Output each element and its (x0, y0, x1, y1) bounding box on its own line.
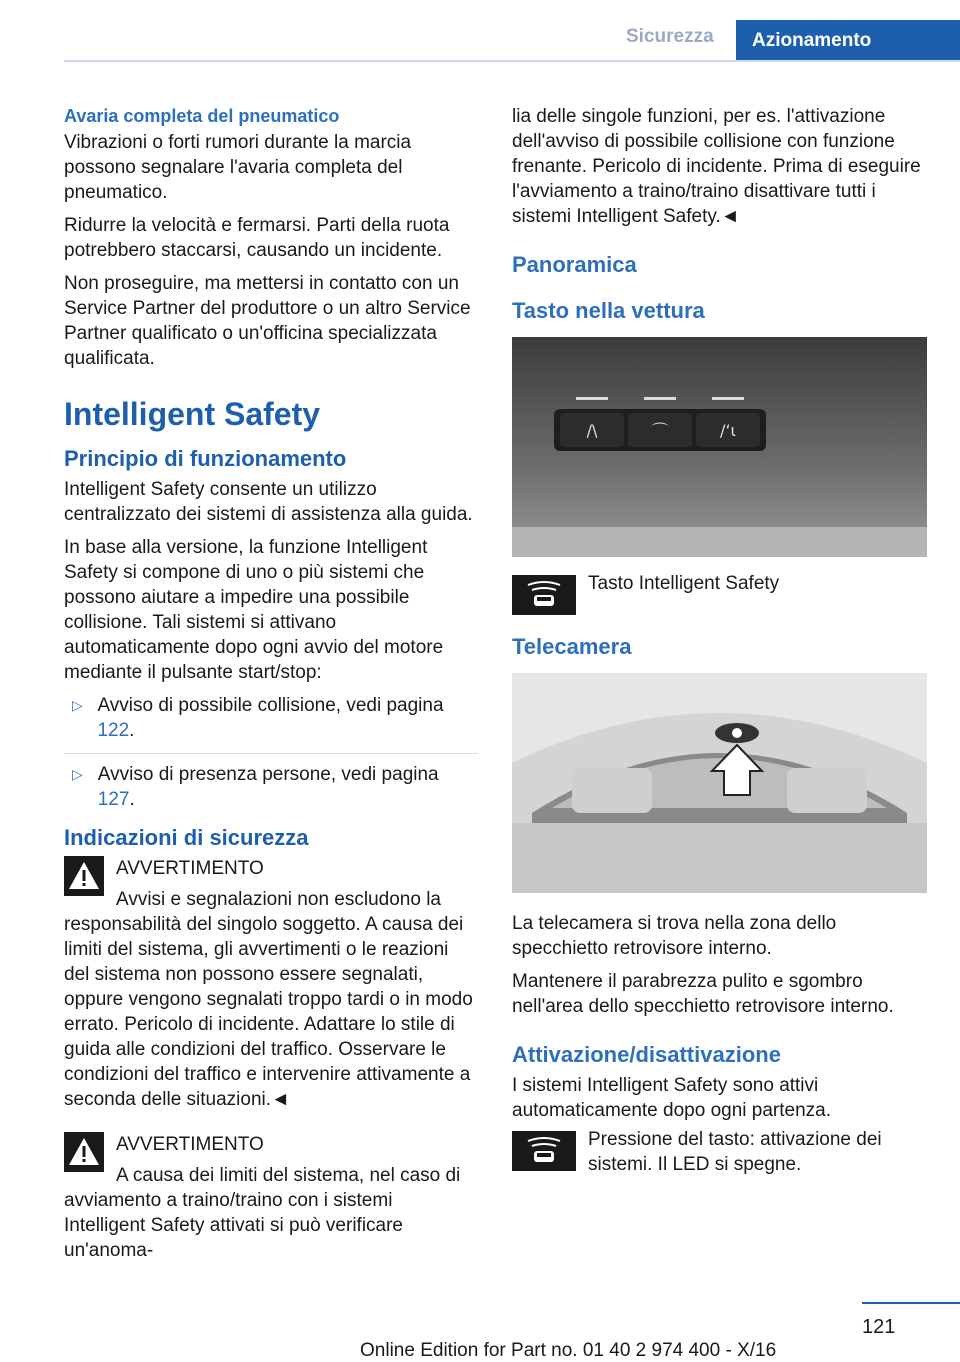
page-link[interactable]: 127 (97, 789, 130, 810)
page-number: 121 (862, 1316, 896, 1338)
svg-text:/\: /\ (586, 421, 598, 440)
triangle-bullet-icon: ▷ (72, 697, 83, 713)
intelligent-safety-button-icon (512, 575, 576, 615)
left-column (64, 104, 478, 1263)
header-section-label: Sicurezza (626, 26, 714, 47)
page-link[interactable]: 122 (97, 720, 130, 741)
avaria-paragraph-3: Non proseguire, ma mettersi in contatto con un Service Partner del produttore o un altro Service Partner qualificato o un'officina specializzata qualificata. (64, 273, 471, 369)
bullet-text: Avviso di possibile collisione, vedi pagina (97, 695, 444, 716)
sicurezza-heading: Indicazioni di sicurezza (64, 825, 309, 850)
warning-triangle-icon (64, 1132, 104, 1172)
warning-title: AVVERTIMENTO (116, 1134, 264, 1155)
activation-legend (512, 1131, 926, 1177)
avaria-heading: Avaria completa del pneumatico (64, 106, 340, 126)
warning-body: Avvisi e segnalazioni non escludono la responsabilità del singolo soggetto. A causa dei limiti del sistema, gli avvertimenti o le reazioni del sistema non possono essere segnalati, oppure vengono segnalati troppo tardi o in modo errato. Pericolo di incidente. Adattare lo stile di guida alle condizioni del traffico. Osservare le condizioni del traffico e intervenire attivamente a seconda delle situazioni.◄ (64, 889, 473, 1110)
telecamera-paragraph-2: Mantenere il parabrezza pulito e sgombro nell'area dello specchietto retrovisore interno. (512, 971, 894, 1017)
attivazione-heading: Attivazione/disattivazione (512, 1042, 781, 1067)
warning-block (64, 856, 478, 1112)
intelligent-safety-title: Intelligent Safety (64, 396, 321, 432)
button-panel-photo (512, 337, 927, 557)
camera-location-photo (512, 673, 927, 893)
warning-title: AVVERTIMENTO (116, 858, 264, 879)
svg-text:⌒: ⌒ (651, 421, 669, 440)
continued-paragraph: lia delle singole funzioni, per es. l'attivazione dell'avviso di possibile collisione con funzione frenante. Pericolo di incidente. Prima di eseguire l'avviamento a traino/traino disattivare tutti i sistemi Intelligent Safety.◄ (512, 106, 921, 227)
telecamera-heading: Telecamera (512, 634, 632, 659)
avaria-paragraph-2: Ridurre la velocità e fermarsi. Parti della ruota potrebbero staccarsi, causando un incidente. (64, 215, 450, 261)
button-legend (512, 575, 926, 615)
header-rule (64, 60, 960, 62)
principio-heading: Principio di funzionamento (64, 446, 347, 471)
list-item: ▷ Avviso di presenza persone, vedi pagina 127. (64, 762, 478, 812)
right-column (512, 104, 926, 1195)
activation-legend-text: Pressione del tasto: attivazione dei sistemi. Il LED si spegne. (588, 1129, 882, 1175)
button-legend-text: Tasto Intelligent Safety (588, 573, 780, 594)
warning-triangle-icon (64, 856, 104, 896)
footer-rule (862, 1302, 960, 1304)
principio-paragraph-1: Intelligent Safety consente un utilizzo centralizzato dei sistemi di assistenza alla guida. (64, 479, 473, 525)
panoramica-heading: Panoramica (512, 252, 637, 277)
tasto-heading: Tasto nella vettura (512, 298, 705, 323)
warning-body: A causa dei limiti del sistema, nel caso di avviamento a traino/traino con i sistemi Intelligent Safety attivati si può verificare un'anoma- (64, 1165, 461, 1261)
warning-block (64, 1132, 478, 1263)
intelligent-safety-button-icon (512, 1131, 576, 1171)
bullet-divider (64, 753, 478, 754)
bullet-text: Avviso di presenza persone, vedi pagina (97, 764, 439, 785)
telecamera-paragraph-1: La telecamera si trova nella zona dello specchietto retrovisore interno. (512, 913, 837, 959)
principio-paragraph-2: In base alla versione, la funzione Intelligent Safety si compone di uno o più sistemi che possono aiutare a impedire una possibile collisione. Tali sistemi si attivano automaticamente dopo ogni avvio del motore mediante il pulsante start/stop: (64, 537, 444, 683)
header-active-tab: Azionamento (736, 20, 960, 62)
online-edition-note: Online Edition for Part no. 01 40 2 974 400 - X/16 (360, 1340, 777, 1361)
svg-text:/‘ι: /‘ι (720, 421, 736, 440)
attivazione-paragraph-1: I sistemi Intelligent Safety sono attivi automaticamente dopo ogni partenza. (512, 1075, 831, 1121)
list-item: ▷ Avviso di possibile collisione, vedi pagina 122. (64, 693, 478, 743)
triangle-bullet-icon: ▷ (72, 766, 83, 782)
avaria-paragraph-1: Vibrazioni o forti rumori durante la marcia possono segnalare l'avaria completa del pneumatico. (64, 132, 412, 203)
